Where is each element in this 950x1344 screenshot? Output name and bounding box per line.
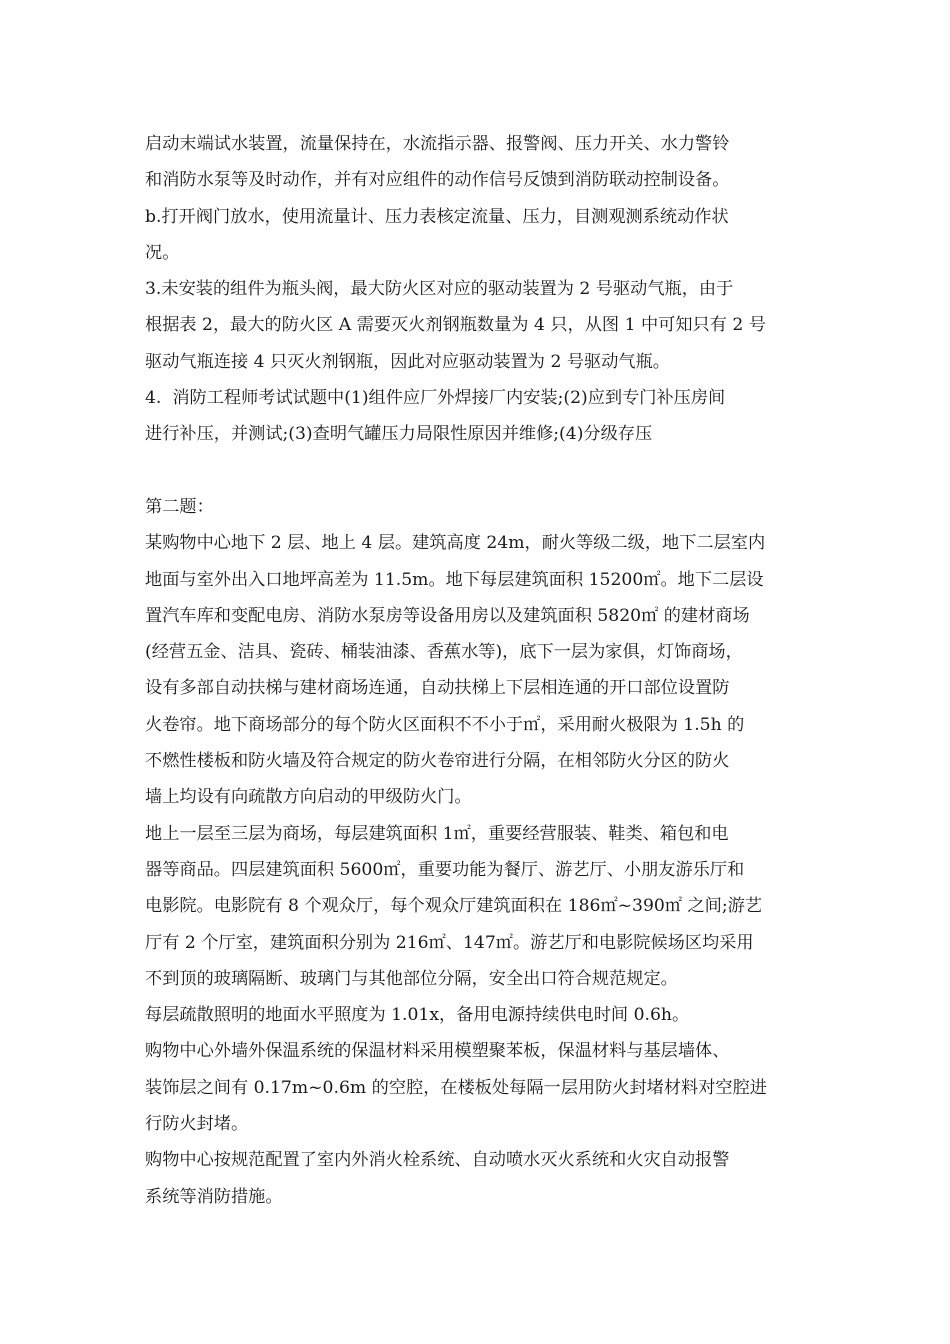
text-line: 进行补压，并测试;(3)查明气罐压力局限性原因并维修;(4)分级存压	[145, 424, 653, 445]
text-line: 驱动气瓶连接 4 只灭火剂钢瓶，因此对应驱动装置为 2 号驱动气瓶。	[145, 351, 670, 372]
text-line: 置汽车库和变配电房、消防水泵房等设备用房以及建筑面积 5820㎡ 的建材商场	[145, 605, 750, 626]
text-line: 4. 消防工程师考试试题中(1)组件应厂外焊接厂内安装;(2)应到专门补压房间	[145, 388, 726, 409]
paragraph-gap	[145, 453, 825, 489]
text-line: (经营五金、洁具、瓷砖、桶装油漆、香蕉水等)，底下一层为家俱，灯饰商场，	[145, 642, 743, 663]
body-text	[145, 126, 825, 1215]
text-line: 墙上均设有向疏散方向启动的甲级防火门。	[145, 787, 472, 808]
text-line: 地面与室外出入口地坪高差为 11.5m。地下每层建筑面积 15200㎡。地下二层设	[145, 569, 764, 590]
text-line: b.打开阀门放水，使用流量计、压力表核定流量、压力，目测观测系统动作状	[145, 206, 729, 227]
text-line: 装饰层之间有 0.17m~0.6m 的空腔，在楼板处每隔一层用防火封堵材料对空腔进	[145, 1077, 767, 1098]
text-line: 器等商品。四层建筑面积 5600㎡，重要功能为餐厅、游艺厅、小朋友游乐厅和	[145, 859, 745, 880]
text-line: 行防火封堵。	[145, 1114, 249, 1135]
section-heading: 第二题：	[145, 496, 214, 517]
text-line: 地上一层至三层为商场，每层建筑面积 1㎡，重要经营服装、鞋类、箱包和电	[145, 823, 729, 844]
text-line: 火卷帘。地下商场部分的每个防火区面积不不小于㎡，采用耐火极限为 1.5h 的	[145, 714, 745, 735]
text-line: 况。	[145, 242, 180, 263]
text-line: 系统等消防措施。	[145, 1186, 283, 1207]
text-line: 电影院。电影院有 8 个观众厅，每个观众厅建筑面积在 186㎡~390㎡ 之间;游艺	[145, 896, 763, 917]
text-line: 设有多部自动扶梯与建材商场连通，自动扶梯上下层相连通的开口部位设置防	[145, 678, 730, 699]
text-line: 购物中心外墙外保温系统的保温材料采用模塑聚苯板，保温材料与基层墙体、	[145, 1041, 730, 1062]
text-line: 启动末端试水装置，流量保持在，水流指示器、报警阀、压力开关、水力警铃	[145, 134, 730, 154]
text-line: 3.未安装的组件为瓶头阀，最大防火区对应的驱动装置为 2 号驱动气瓶，由于	[145, 279, 734, 300]
text-line: 每层疏散照明的地面水平照度为 1.01x，备用电源持续供电时间 0.6h。	[145, 1005, 690, 1026]
text-line: 和消防水泵等及时动作，并有对应组件的动作信号反馈到消防联动控制设备。	[145, 170, 730, 191]
text-line: 厅有 2 个厅室，建筑面积分别为 216㎡、147㎡。游艺厅和电影院候场区均采用	[145, 932, 754, 953]
text-line: 根据表 2，最大的防火区 A 需要灭火剂钢瓶数量为 4 只，从图 1 中可知只有 2 号	[145, 315, 766, 336]
text-line: 购物中心按规范配置了室内外消火栓系统、自动喷水灭火系统和火灾自动报警	[145, 1150, 730, 1171]
text-line: 某购物中心地下 2 层、地上 4 层。建筑高度 24m，耐火等级二级，地下二层室内	[145, 533, 766, 554]
text-line: 不到顶的玻璃隔断、玻璃门与其他部位分隔，安全出口符合规范规定。	[145, 968, 678, 989]
text-line: 不燃性楼板和防火墙及符合规定的防火卷帘进行分隔，在相邻防火分区的防火	[145, 751, 730, 772]
